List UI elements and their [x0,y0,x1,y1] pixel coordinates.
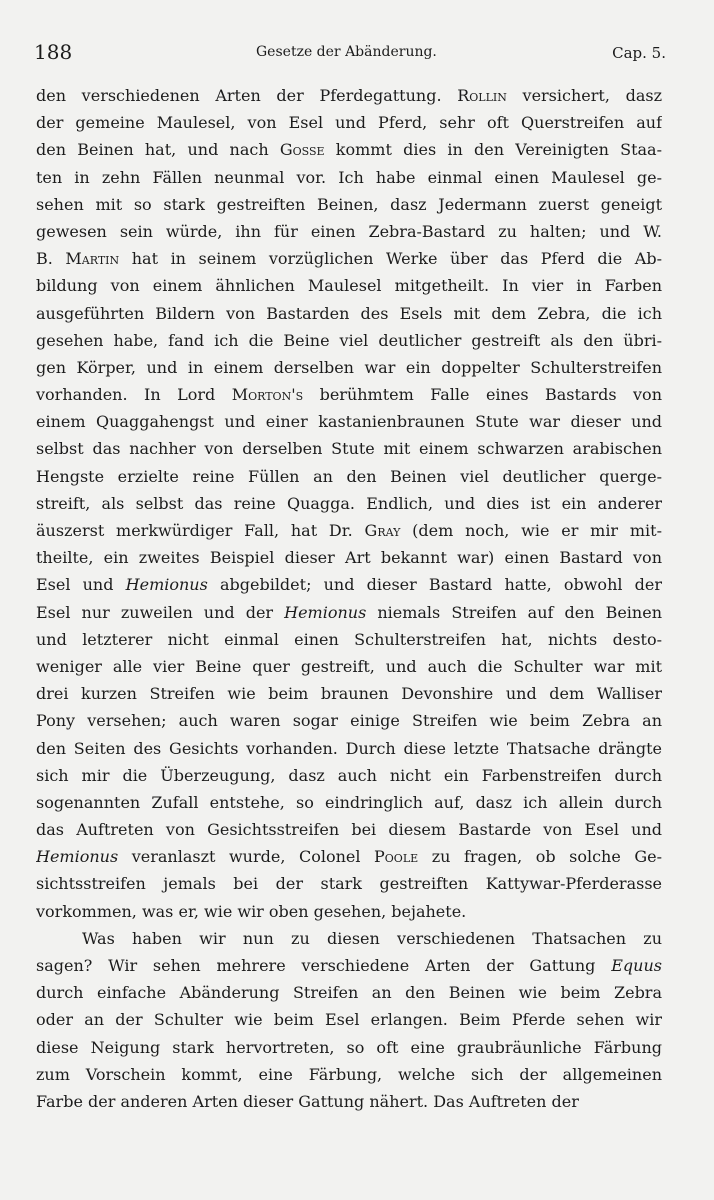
text-run: den verschiedenen Arten der Pferdegattung. [36,86,458,105]
name-smallcaps: Morton's [231,385,304,405]
text-line [36,463,662,490]
page-number: 188 [34,40,73,64]
italic-term: Hemionus [125,575,208,595]
text-line [36,1034,662,1061]
text-line [36,354,662,381]
text-run: gen Körper, und in einem derselben war ein doppelter Schulterstreifen [36,357,662,377]
chapter-label: Cap. 5. [612,44,666,62]
text-run: sagen? Wir sehen mehrere verschiedene Arten der Gattung [36,956,612,975]
text-run: sich mir die Überzeugung, dasz auch nicht ein Farbenstreifen durch [36,765,662,785]
text-line [36,381,662,408]
text-line [36,735,662,762]
text-line [36,571,662,598]
text-line [36,599,662,626]
text-run: kommt dies in den Vereinigten Staa- [324,140,662,160]
text-line [36,109,662,136]
text-line [36,816,662,843]
running-title: Gesetze der Abänderung. [256,44,437,60]
text-line [36,1088,662,1115]
text-line [36,762,662,789]
text-run: weniger alle vier Beine quer gestreift, und auch die Schulter war mit [36,656,662,676]
text-line [36,626,662,653]
text-run: äuszerst merkwürdiger Fall, hat Dr. [36,521,365,540]
italic-term: Equus [611,956,662,975]
text-run: zum Vorschein kommt, eine Färbung, welche sich der allgemeinen [36,1064,662,1084]
text-run: Hengste erzielte reine Füllen an den Beinen viel deutlicher querge- [36,466,662,486]
text-line [36,898,662,925]
text-line [36,517,662,544]
text-run: sichtsstreifen jemals bei der stark gestreiften Kattywar-Pferderasse [36,874,662,894]
name-smallcaps: Gray [364,521,401,540]
text-line [36,218,662,245]
text-run: versichert, dasz [506,86,662,105]
text-run: vorkommen, was er, wie wir oben gesehen, bejahete. [36,901,467,921]
text-line [36,680,662,707]
text-line [36,544,662,571]
name-smallcaps: Poole [374,847,419,867]
text-run: B. [36,249,66,269]
text-run: vorhanden. In Lord [36,385,232,405]
text-run: hat in seinem vorzüglichen Werke über das Pferd die Ab- [119,249,662,269]
text-line [36,789,662,816]
text-line [36,707,662,734]
text-run: streift, als selbst das reine Quagga. Endlich, und dies ist ein anderer [36,493,662,513]
text-run: ten in zehn Fällen neunmal vor. Ich habe einmal einen Maulesel ge- [36,167,662,187]
text-run: Esel nur zuweilen und der [36,602,285,622]
text-line [36,843,662,870]
text-run: den Beinen hat, und nach [36,140,280,160]
text-line [36,300,662,327]
text-run: berühmtem Falle eines Bastards von [303,385,662,405]
text-line [36,435,662,462]
page-header [34,38,666,68]
text-line [36,272,662,299]
text-run: Pony versehen; auch waren sogar einige Streifen wie beim Zebra an [36,711,662,731]
text-line [36,136,662,163]
text-run: das Auftreten von Gesichtsstreifen bei diesem Bastarde von Esel und [36,820,662,840]
text-run: niemals Streifen auf den Beinen [366,602,662,622]
name-smallcaps: Rollin [457,86,507,105]
text-line [36,979,662,1006]
text-line [36,191,662,218]
text-run: oder an der Schulter wie beim Esel erlangen. Beim Pferde sehen wir [36,1010,662,1030]
text-run: zu fragen, ob solche Ge- [418,847,662,867]
text-line [36,925,662,952]
italic-term: Hemionus [284,602,367,622]
text-run: diese Neigung stark hervortreten, so oft eine graubräunliche Färbung [36,1037,662,1057]
text-run: theilte, ein zweites Beispiel dieser Art bekannt war) einen Bastard von [36,548,662,568]
text-run: Farbe der anderen Arten dieser Gattung nähert. Das Auftreten der [36,1091,579,1111]
text-line [36,327,662,354]
text-run: Esel und [36,575,126,595]
text-run: bildung von einem ähnlichen Maulesel mitgetheilt. In vier in Farben [36,276,662,296]
text-run: ausgeführten Bildern von Bastarden des Esels mit dem Zebra, die ich [36,303,662,323]
text-run: Was haben wir nun zu diesen verschiedenen Thatsachen zu [82,928,662,948]
text-run: veranlaszt wurde, Colonel [118,847,375,867]
italic-term: Hemionus [36,847,119,867]
text-run: (dem noch, wie er mir mit- [400,521,662,540]
text-run: abgebildet; und dieser Bastard hatte, obwohl der [207,575,662,595]
text-line [36,870,662,897]
text-run: gewesen sein würde, ihn für einen Zebra-Bastard zu halten; und W. [36,221,662,241]
text-run: und letzterer nicht einmal einen Schulterstreifen hat, nichts desto- [36,629,662,649]
text-run: sogenannten Zufall entstehe, so eindringlich auf, dasz ich allein durch [36,792,662,812]
text-run: durch einfache Abänderung Streifen an den Beinen wie beim Zebra [36,983,662,1003]
text-line [36,82,662,109]
text-line [36,653,662,680]
text-line [36,1006,662,1033]
text-run: selbst das nachher von derselben Stute mit einem schwarzen arabischen [36,439,662,459]
text-run: den Seiten des Gesichts vorhanden. Durch diese letzte Thatsache drängte [36,738,662,758]
text-run: drei kurzen Streifen wie beim braunen Devonshire und dem Walliser [36,684,662,704]
name-smallcaps: Martin [65,249,120,269]
text-line [36,1061,662,1088]
text-run: sehen mit so stark gestreiften Beinen, dasz Jedermann zuerst geneigt [36,194,662,214]
text-line [36,408,662,435]
name-smallcaps: Gosse [279,140,325,160]
text-line [36,164,662,191]
text-run: einem Quaggahengst und einer kastanienbraunen Stute war dieser und [36,412,662,432]
body-text [36,82,662,1115]
text-run: der gemeine Maulesel, von Esel und Pferd, sehr oft Querstreifen auf [36,113,662,133]
text-line [36,952,662,979]
text-run: gesehen habe, fand ich die Beine viel deutlicher gestreift als den übri- [36,330,662,350]
text-line [36,245,662,272]
text-line [36,490,662,517]
